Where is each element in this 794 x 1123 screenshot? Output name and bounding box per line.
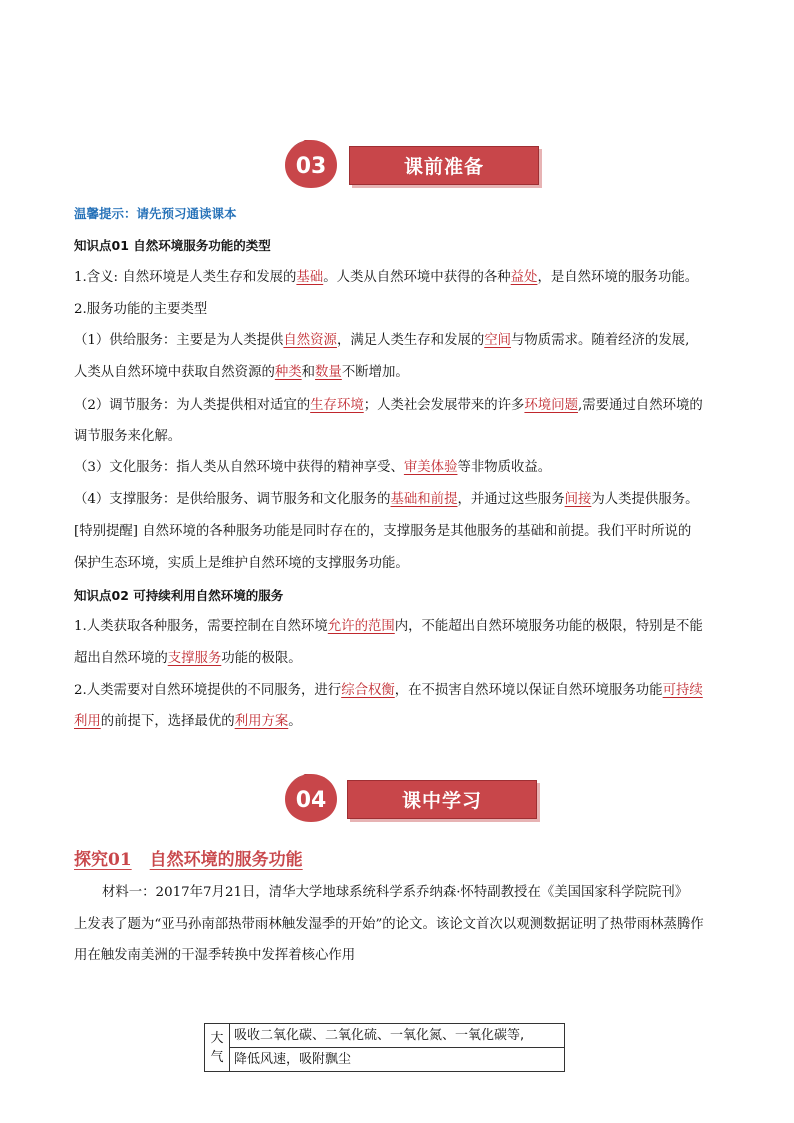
table-cell: 吸收二氧化碳、二氧化硫、一氧化氮、一氧化碳等, xyxy=(230,1024,565,1048)
kp2-line2-cont: 利用的前提下，选择最优的利用方案。 xyxy=(74,714,302,729)
table-cell: 降低风速，吸附飘尘 xyxy=(230,1048,565,1072)
kp1-line2: 2.服务功能的主要类型 xyxy=(74,302,208,317)
kp1-regulate-1: （2）调节服务：为人类提供相对适宜的生存环境；人类社会发展带来的许多环境问题,需要通过自然环境的 xyxy=(74,398,703,413)
material-line-3: 用在触发南美洲的干湿季转换中发挥着核心作用 xyxy=(74,948,356,963)
function-table xyxy=(204,1023,565,1072)
kp1-culture: （3）文化服务：指人类从自然环境中获得的精神享受、审美体验等非物质收益。 xyxy=(74,460,552,475)
section-number-badge xyxy=(283,138,339,190)
kp2-heading: 知识点02 可持续利用自然环境的服务 xyxy=(74,588,284,603)
kp2-line1-cont: 超出自然环境的支撑服务功能的极限。 xyxy=(74,651,302,666)
explore-label: 探究01 xyxy=(74,850,132,870)
drop-badge-icon xyxy=(283,138,339,190)
kp1-heading: 知识点01 自然环境服务功能的类型 xyxy=(74,238,271,253)
kp1-note-1: [特别提醒] 自然环境的各种服务功能是同时存在的，支撑服务是其他服务的基础和前提。我们平时所说的 xyxy=(74,524,692,539)
kp1-support: （4）支撑服务：是供给服务、调节服务和文化服务的基础和前提，并通过这些服务间接为人类提供服务。 xyxy=(74,492,699,507)
section-number: 03 xyxy=(295,154,327,179)
section-04-header xyxy=(283,772,543,824)
kp1-note-2: 保护生态环境，实质上是维护自然环境的支撑服务功能。 xyxy=(74,556,409,571)
section-number: 04 xyxy=(295,788,327,813)
explore-heading xyxy=(74,845,321,870)
table-header-cell: 大气 xyxy=(205,1024,230,1072)
material-line-2: 上发表了题为“亚马孙南部热带雨林触发湿季的开始”的论文。该论文首次以观测数据证明了热带雨林蒸腾作 xyxy=(74,917,704,932)
section-number-badge xyxy=(283,772,339,824)
drop-badge-icon xyxy=(283,772,339,824)
section-title: 课中学习 xyxy=(347,780,537,819)
kp1-regulate-2: 调节服务来化解。 xyxy=(74,429,182,444)
section-title: 课前准备 xyxy=(349,146,539,185)
explore-title: 自然环境的服务功能 xyxy=(149,850,303,870)
tip-text: 温馨提示：请先预习通读课本 xyxy=(74,206,237,221)
kp1-line1: 1.含义: 自然环境是人类生存和发展的基础。人类从自然环境中获得的各种益处，是自然环境的服务功能。 xyxy=(74,270,699,285)
kp1-supply-1: （1）供给服务：主要是为人类提供自然资源，满足人类生存和发展的空间与物质需求。随着经济的发展, xyxy=(74,333,690,348)
kp2-line2: 2.人类需要对自然环境提供的不同服务，进行综合权衡，在不损害自然环境以保证自然环境服务功能可持续 xyxy=(74,683,703,698)
section-03-header xyxy=(283,138,543,190)
kp2-line1: 1.人类获取各种服务，需要控制在自然环境允许的范围内，不能超出自然环境服务功能的极限，特别是不能 xyxy=(74,619,703,634)
material-line-1: 材料一：2017年7月21日，清华大学地球系统科学系乔纳森·怀特副教授在《美国国家科学院院刊》 xyxy=(102,885,689,900)
kp1-supply-2: 人类从自然环境中获取自然资源的种类和数量不断增加。 xyxy=(74,365,409,380)
